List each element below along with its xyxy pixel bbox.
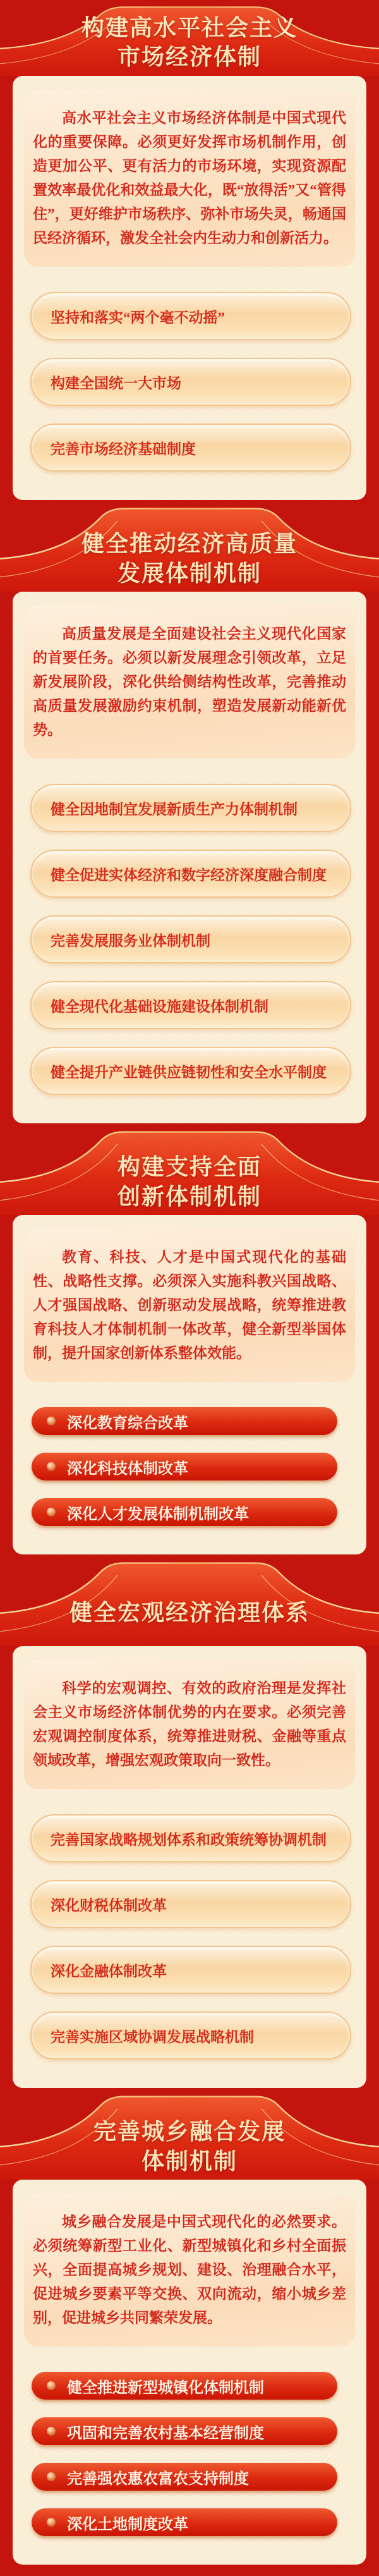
section-items [13, 1814, 366, 2060]
item-label: 健全因地制宜发展新质生产力体制机制 [51, 801, 298, 817]
section-summary-box [24, 90, 355, 267]
section-paragraph: 科学的宏观调控、有效的政府治理是发挥社会主义市场经济体制优势的内在要求。必须完善宏观调控制度体系，统筹推进财税、金融等重点领域改革，增强宏观政策取向一致性。 [33, 1680, 346, 1768]
item-pill [30, 2011, 351, 2060]
section-card [13, 1215, 366, 1554]
item-label: 完善强农惠农富农支持制度 [67, 2470, 249, 2487]
item-pill [32, 1407, 337, 1435]
item-pill [30, 915, 351, 963]
section-title-line: 健全推动经济高质量 [81, 531, 298, 557]
section-title [0, 2088, 379, 2180]
section-title [0, 0, 379, 76]
section-summary-box [24, 1660, 355, 1789]
item-pill [30, 292, 351, 340]
section-banner [0, 1123, 379, 1215]
bullet-dot-icon [47, 1417, 56, 1425]
section-title-line: 创新体制机制 [117, 1183, 262, 1209]
item-label: 完善国家战略规划体系和政策统筹协调机制 [51, 1831, 327, 1848]
section-card [13, 592, 366, 1123]
section-card [13, 1646, 366, 2088]
item-label: 健全推进新型城镇化体制机制 [67, 2379, 264, 2396]
section-banner [0, 1554, 379, 1646]
item-label: 深化财税体制改革 [51, 1897, 167, 1914]
section-title [0, 1554, 379, 1646]
bullet-dot-icon [47, 1508, 56, 1517]
item-pill [30, 1946, 351, 1994]
item-label: 健全现代化基础设施建设体制机制 [51, 998, 268, 1015]
item-label: 完善发展服务业体制机制 [51, 932, 210, 949]
bullet-dot-icon [47, 2381, 56, 2390]
section-title [0, 500, 379, 592]
item-label: 深化土地制度改革 [67, 2516, 188, 2533]
item-pill [30, 424, 351, 472]
bullet-dot-icon [47, 2427, 56, 2436]
section-items [13, 1407, 366, 1526]
bullet-dot-icon [47, 1462, 56, 1471]
section-title [0, 1123, 379, 1215]
item-pill [32, 2463, 337, 2491]
section-title-line: 完善城乡融合发展 [93, 2119, 286, 2145]
section-summary-box [24, 2194, 355, 2347]
section-title-line: 体制机制 [141, 2148, 238, 2174]
item-label: 深化人才发展体制机制改革 [67, 1506, 249, 1523]
section-items [13, 292, 366, 472]
section-paragraph: 高水平社会主义市场经济体制是中国式现代化的重要保障。必须更好发挥市场机制作用，创造更加公平、更有活力的市场环境，实现资源配置效率最优化和效益最大化，既“放得活”又“管得住”，更好维护市场秩序、弥补市场失灵，畅通国民经济循环，激发全社会内生动力和创新活力。 [33, 110, 346, 246]
section-banner [0, 500, 379, 592]
item-pill [32, 2508, 337, 2536]
item-pill [30, 358, 351, 406]
section-title-line: 构建支持全面 [117, 1154, 262, 1180]
item-label: 巩固和完善农村基本经营制度 [67, 2425, 264, 2442]
section-card [13, 2180, 366, 2565]
bullet-dot-icon [47, 2472, 56, 2481]
section-banner [0, 0, 379, 76]
item-pill [32, 2417, 337, 2445]
section [0, 0, 379, 500]
section-card [13, 76, 366, 500]
item-label: 完善实施区域协调发展战略机制 [51, 2029, 254, 2045]
section-summary-box [24, 606, 355, 759]
item-label: 健全提升产业链供应链韧性和安全水平制度 [51, 1064, 327, 1080]
section-paragraph: 教育、科技、人才是中国式现代化的基础性、战略性支撑。必须深入实施科教兴国战略、人才强国战略、创新驱动发展战略，统筹推进教育科技人才体制机制一体改革，健全新型举国体制，提升国家创新体系整体效能。 [33, 1249, 346, 1361]
item-label: 构建全国统一大市场 [51, 375, 181, 391]
section-paragraph: 城乡融合发展是中国式现代化的必然要求。必须统筹新型工业化、新型城镇化和乡村全面振兴，全面提高城乡规划、建设、治理融合水平，促进城乡要素平等交换、双向流动，缩小城乡差别，促进城乡共同繁荣发展。 [33, 2214, 346, 2326]
section-banner [0, 2088, 379, 2180]
item-pill [30, 784, 351, 832]
section-paragraph: 高质量发展是全面建设社会主义现代化国家的首要任务。必须以新发展理念引领改革，立足新发展阶段，深化供给侧结构性改革，完善推动高质量发展激励约束机制，塑造发展新动能新优势。 [33, 626, 346, 738]
section-title-line: 市场经济体制 [117, 44, 262, 70]
section-title-line: 发展体制机制 [117, 560, 262, 586]
item-pill [32, 1498, 337, 1526]
item-label: 深化金融体制改革 [51, 1963, 167, 1979]
item-pill [30, 850, 351, 898]
item-pill [30, 981, 351, 1029]
item-label: 深化科技体制改革 [67, 1460, 188, 1477]
item-label: 完善市场经济基础制度 [51, 441, 196, 457]
section [0, 500, 379, 1123]
item-pill [30, 1880, 351, 1928]
section [0, 2088, 379, 2565]
item-pill [30, 1047, 351, 1095]
item-label: 深化教育综合改革 [67, 1415, 188, 1432]
item-pill [30, 1814, 351, 1862]
section-title-line: 健全宏观经济治理体系 [69, 1600, 310, 1626]
section-items [13, 784, 366, 1095]
section [0, 1554, 379, 2088]
item-label: 坚持和落实“两个毫不动摇” [51, 309, 225, 326]
item-label: 健全促进实体经济和数字经济深度融合制度 [51, 867, 327, 883]
section-items [13, 2372, 366, 2536]
item-pill [32, 2372, 337, 2400]
bullet-dot-icon [47, 2518, 56, 2527]
section-summary-box [24, 1229, 355, 1382]
section [0, 1123, 379, 1554]
section-title-line: 构建高水平社会主义 [81, 15, 298, 40]
item-pill [32, 1453, 337, 1480]
